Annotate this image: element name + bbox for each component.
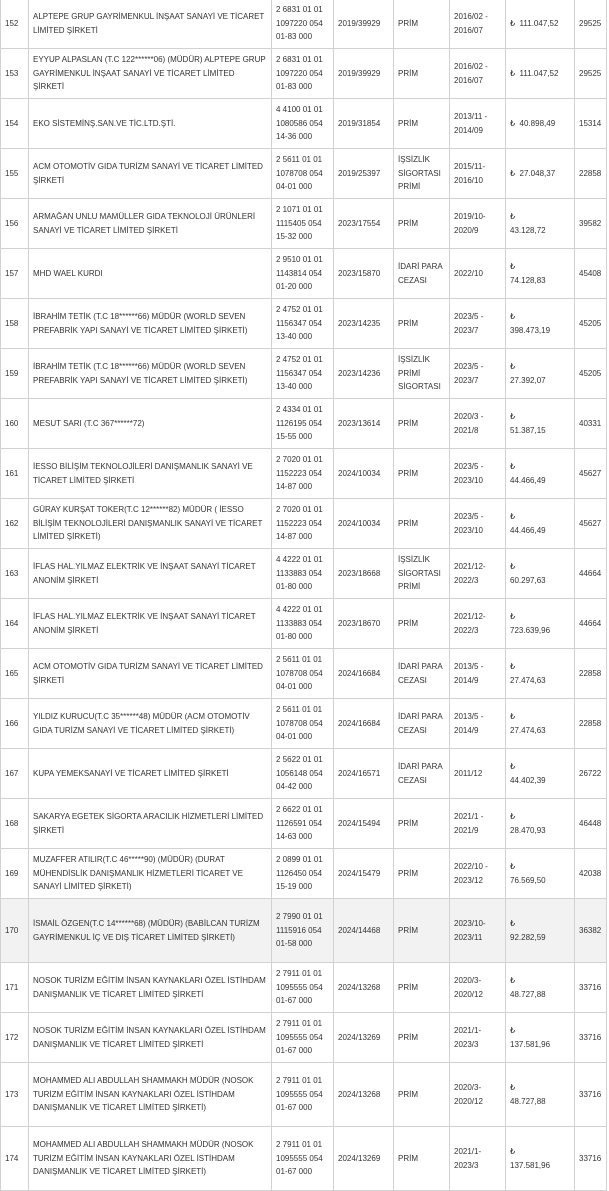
office-code: 22858 [575,649,607,699]
debt-type: PRİM [394,899,450,963]
table-row [1,549,607,599]
amount-value: 76.569,50 [510,875,546,885]
registry-number: 2 7020 01 01 1152223 054 14-87 000 [272,449,334,499]
registry-number: 2 5622 01 01 1056148 054 04-42 000 [272,749,334,799]
registry-number: 2 6831 01 01 1097220 054 01-83 000 [272,49,334,99]
amount-value: 398.473,19 [510,325,551,335]
office-code: 45408 [575,249,607,299]
office-code: 33716 [575,1013,607,1063]
debt-amount [506,499,575,549]
file-number: 2024/15479 [334,849,394,899]
lira-symbol: ₺ [510,761,516,771]
office-code: 22858 [575,699,607,749]
office-code: 40331 [575,399,607,449]
debt-period: 2016/02 - 2016/07 [450,0,506,49]
table-row [1,99,607,149]
amount-value: 27.474,63 [510,675,546,685]
table-row [1,0,607,49]
debt-amount [506,0,575,49]
row-number: 156 [1,199,29,249]
debt-amount [506,1013,575,1063]
office-code: 46448 [575,799,607,849]
debt-amount [506,963,575,1013]
debt-type: İDARİ PARA CEZASI [394,249,450,299]
file-number: 2024/13269 [334,1127,394,1191]
debt-amount [506,349,575,399]
debt-period: 2021/1- 2023/3 [450,1127,506,1191]
debtor-name: ARMAĞAN UNLU MAMÜLLER GIDA TEKNOLOJİ ÜRÜNLERİ SANAYİ VE TİCARET LİMİTED ŞİRKETİ [29,199,272,249]
amount-value: 27.392,07 [510,375,546,385]
debt-type: PRİM [394,299,450,349]
table-row [1,499,607,549]
debt-period: 2021/12- 2022/3 [450,599,506,649]
lira-symbol: ₺ [510,311,516,321]
office-code: 45627 [575,449,607,499]
debt-period: 2021/12- 2022/3 [450,549,506,599]
lira-symbol: ₺ [510,411,516,421]
debt-amount [506,299,575,349]
debt-type: PRİM [394,399,450,449]
debt-type: PRİM [394,199,450,249]
debt-amount [506,549,575,599]
debtor-name: KUPA YEMEKSANAYİ VE TİCARET LİMİTED ŞİRKETİ [29,749,272,799]
row-number: 161 [1,449,29,499]
debt-amount [506,599,575,649]
debt-period: 2013/11 - 2014/09 [450,99,506,149]
debtor-name: ACM OTOMOTİV GIDA TURİZM SANAYİ VE TİCARET LİMİTED ŞİRKETİ [29,149,272,199]
registry-number: 2 6622 01 01 1126591 054 14-63 000 [272,799,334,849]
lira-symbol: ₺ [510,975,516,985]
amount-value: 48.727,88 [510,1096,546,1106]
row-number: 170 [1,899,29,963]
amount-value: 27.048,37 [519,168,556,178]
file-number: 2024/14468 [334,899,394,963]
file-number: 2024/13268 [334,963,394,1013]
debtor-name: EKO SİSTEMİNŞ.SAN.VE TİC.LTD.ŞTİ. [29,99,272,149]
row-number: 172 [1,1013,29,1063]
amount-value: 40.898,49 [519,118,556,128]
table-row [1,1127,607,1191]
file-number: 2023/17554 [334,199,394,249]
row-number: 168 [1,799,29,849]
file-number: 2023/18670 [334,599,394,649]
row-number: 155 [1,149,29,199]
debt-type: PRİM [394,449,450,499]
amount-value: 44.466,49 [510,475,546,485]
registry-number: 4 4222 01 01 1133883 054 01-80 000 [272,549,334,599]
table-row [1,199,607,249]
debt-type: PRİM [394,599,450,649]
lira-symbol: ₺ [510,811,516,821]
debt-type: İŞSİZLİK PRİMİ SİGORTASI [394,349,450,399]
office-code: 33716 [575,963,607,1013]
row-number: 162 [1,499,29,549]
debt-amount [506,49,575,99]
registry-number: 2 4752 01 01 1156347 054 13-40 000 [272,349,334,399]
lira-symbol: ₺ [510,1025,516,1035]
file-number: 2023/14236 [334,349,394,399]
file-number: 2024/13268 [334,1063,394,1127]
file-number: 2023/15870 [334,249,394,299]
lira-symbol: ₺ [510,611,516,621]
registry-number: 2 9510 01 01 1143814 054 01-20 000 [272,249,334,299]
registry-number: 2 6831 01 01 1097220 054 01-83 000 [272,0,334,49]
debtor-name: MESUT SARI (T.C 367******72) [29,399,272,449]
file-number: 2023/13614 [334,399,394,449]
table-row [1,449,607,499]
debt-type: PRİM [394,1013,450,1063]
debt-period: 2023/5 - 2023/7 [450,349,506,399]
registry-number: 2 7990 01 01 1115916 054 01-58 000 [272,899,334,963]
debtor-name: İFLAS HAL.YILMAZ ELEKTRİK VE İNŞAAT SANAYİ TİCARET ANONİM ŞİRKETİ [29,599,272,649]
debt-type: PRİM [394,49,450,99]
debt-period: 2011/12 [450,749,506,799]
file-number: 2024/10034 [334,449,394,499]
debt-amount [506,1063,575,1127]
debt-period: 2021/1 - 2021/9 [450,799,506,849]
lira-symbol: ₺ [510,461,516,471]
debt-period: 2023/5 - 2023/7 [450,299,506,349]
debt-period: 2016/02 - 2016/07 [450,49,506,99]
lira-symbol: ₺ [510,18,516,28]
debt-amount [506,899,575,963]
row-number: 160 [1,399,29,449]
office-code: 44664 [575,599,607,649]
row-number: 171 [1,963,29,1013]
amount-value: 723.639,96 [510,625,551,635]
debtor-name: SAKARYA EGETEK SİGORTA ARACILIK HİZMETLERİ LİMİTED ŞİRKETİ [29,799,272,849]
table-row [1,749,607,799]
debt-amount [506,149,575,199]
registry-number: 2 1071 01 01 1115405 054 15-32 000 [272,199,334,249]
debt-type: İŞSİZLİK SİGORTASI PRİMİ [394,549,450,599]
debt-period: 2022/10 - 2023/12 [450,849,506,899]
debt-type: PRİM [394,799,450,849]
debt-amount [506,199,575,249]
lira-symbol: ₺ [510,711,516,721]
file-number: 2024/15494 [334,799,394,849]
debt-period: 2020/3- 2020/12 [450,963,506,1013]
lira-symbol: ₺ [510,918,516,928]
debt-period: 2022/10 [450,249,506,299]
debt-period: 2015/11- 2016/10 [450,149,506,199]
debt-type: PRİM [394,1063,450,1127]
lira-symbol: ₺ [510,661,516,671]
lira-symbol: ₺ [510,68,516,78]
file-number: 2019/39929 [334,0,394,49]
row-number: 158 [1,299,29,349]
debt-type: PRİM [394,0,450,49]
debt-period: 2013/5 - 2014/9 [450,649,506,699]
lira-symbol: ₺ [510,511,516,521]
registry-number: 2 7911 01 01 1095555 054 01-67 000 [272,1013,334,1063]
table-row [1,399,607,449]
registry-number: 4 4100 01 01 1080586 054 14-36 000 [272,99,334,149]
debt-amount [506,399,575,449]
file-number: 2019/31854 [334,99,394,149]
row-number: 174 [1,1127,29,1191]
debt-type: PRİM [394,849,450,899]
registry-number: 2 5611 01 01 1078708 054 04-01 000 [272,699,334,749]
table-row [1,1063,607,1127]
file-number: 2019/39929 [334,49,394,99]
amount-value: 74.128,83 [510,275,546,285]
lira-symbol: ₺ [510,168,516,178]
table-row [1,963,607,1013]
row-number: 169 [1,849,29,899]
amount-value: 92.282,59 [510,932,546,942]
debtor-name: MOHAMMED ALI ABDULLAH SHAMMAKH MÜDÜR (NOSOK TURİZM EĞİTİM İNSAN KAYNAKLARI ÖZEL İSTİHDAM DANIŞMANLIK VE TİCARET LİMİTED ŞİRKETİ) [29,1127,272,1191]
lira-symbol: ₺ [510,118,516,128]
debt-amount [506,699,575,749]
row-number: 159 [1,349,29,399]
registry-number: 2 7911 01 01 1095555 054 01-67 000 [272,963,334,1013]
debt-type: PRİM [394,499,450,549]
table-row [1,1013,607,1063]
amount-value: 137.581,96 [510,1160,551,1170]
debtor-name: İSMAİL ÖZGEN(T.C 14******68) (MÜDÜR) (BABİLCAN TURİZM GAYRİMENKUL İÇ VE DIŞ TİCARET LİMİTED ŞİRKETİ) [29,899,272,963]
debtor-name: İBRAHİM TETİK (T.C 18******66) MÜDÜR (WORLD SEVEN PREFABRİK YAPI SANAYİ VE TİCARET LİMİTED ŞİRKETİ) [29,299,272,349]
table-row [1,799,607,849]
office-code: 45205 [575,299,607,349]
amount-value: 60.297,63 [510,575,546,585]
row-number: 163 [1,549,29,599]
debt-type: PRİM [394,1127,450,1191]
debt-type: PRİM [394,99,450,149]
debtor-name: YILDIZ KURUCU(T.C 35******48) MÜDÜR (ACM OTOMOTİV GIDA TURİZM SANAYİ VE TİCARET LİMİTED ŞİRKETİ) [29,699,272,749]
table-row [1,899,607,963]
debt-period: 2013/5 - 2014/9 [450,699,506,749]
table-row [1,349,607,399]
amount-value: 51.387,15 [510,425,546,435]
row-number: 167 [1,749,29,799]
table-row [1,149,607,199]
file-number: 2023/14235 [334,299,394,349]
file-number: 2024/13269 [334,1013,394,1063]
amount-value: 48.727,88 [510,989,546,999]
table-body [1,0,607,1191]
debtor-name: NOSOK TURİZM EĞİTİM İNSAN KAYNAKLARI ÖZEL İSTİHDAM DANIŞMANLIK VE TİCARET LİMİTED ŞİRKETİ [29,963,272,1013]
amount-value: 28.470,93 [510,825,546,835]
registry-number: 2 4752 01 01 1156347 054 13-40 000 [272,299,334,349]
registry-number: 4 4222 01 01 1133883 054 01-80 000 [272,599,334,649]
row-number: 157 [1,249,29,299]
office-code: 39582 [575,199,607,249]
registry-number: 2 7911 01 01 1095555 054 01-67 000 [272,1127,334,1191]
registry-number: 2 7020 01 01 1152223 054 14-87 000 [272,499,334,549]
file-number: 2024/10034 [334,499,394,549]
registry-number: 2 5611 01 01 1078708 054 04-01 000 [272,649,334,699]
file-number: 2019/25397 [334,149,394,199]
debtor-name: MHD WAEL KURDI [29,249,272,299]
debtor-name: İBRAHİM TETİK (T.C 18******66) MÜDÜR (WORLD SEVEN PREFABRİK YAPI SANAYİ VE TİCARET LİMİTED ŞİRKETİ) [29,349,272,399]
amount-value: 111.047,52 [519,68,559,78]
office-code: 45205 [575,349,607,399]
office-code: 29525 [575,49,607,99]
debt-type: İŞSİZLİK SİGORTASI PRİMİ [394,149,450,199]
debtor-name: İFLAS HAL.YILMAZ ELEKTRİK VE İNŞAAT SANAYİ TİCARET ANONİM ŞİRKETİ [29,549,272,599]
table-row [1,849,607,899]
table-row [1,249,607,299]
debt-amount [506,749,575,799]
debt-type: İDARİ PARA CEZASI [394,749,450,799]
file-number: 2024/16571 [334,749,394,799]
debtor-name: MUZAFFER ATILIR(T.C 46*****90) (MÜDÜR) (DURAT MÜHENDİSLİK DANIŞMANLIK HİZMETLERİ TİCARET VE SANAYİ LİMİTED ŞİRKETİ) [29,849,272,899]
office-code: 36382 [575,899,607,963]
row-number: 152 [1,0,29,49]
file-number: 2024/16684 [334,649,394,699]
lira-symbol: ₺ [510,1146,516,1156]
table-row [1,649,607,699]
office-code: 45627 [575,499,607,549]
debtor-name: MOHAMMED ALI ABDULLAH SHAMMAKH MÜDÜR (NOSOK TURİZM EĞİTİM İNSAN KAYNAKLARI ÖZEL İSTİHDAM DANIŞMANLIK VE TİCARET LİMİTED ŞİRKETİ) [29,1063,272,1127]
table-row [1,299,607,349]
office-code: 33716 [575,1063,607,1127]
debt-period: 2020/3 - 2021/8 [450,399,506,449]
debt-period: 2020/3- 2020/12 [450,1063,506,1127]
office-code: 15314 [575,99,607,149]
lira-symbol: ₺ [510,561,516,571]
debt-period: 2023/10- 2023/11 [450,899,506,963]
amount-value: 111.047,52 [519,18,559,28]
debt-amount [506,649,575,699]
lira-symbol: ₺ [510,261,516,271]
debt-period: 2019/10- 2020/9 [450,199,506,249]
registry-number: 2 4334 01 01 1126195 054 15-55 000 [272,399,334,449]
office-code: 44664 [575,549,607,599]
debt-amount [506,799,575,849]
debt-period: 2023/5 - 2023/10 [450,449,506,499]
registry-number: 2 0899 01 01 1126450 054 15-19 000 [272,849,334,899]
office-code: 22858 [575,149,607,199]
amount-value: 27.474,63 [510,725,546,735]
amount-value: 44.466,49 [510,525,546,535]
debt-type: İDARİ PARA CEZASI [394,699,450,749]
lira-symbol: ₺ [510,361,516,371]
debtor-name: ALPTEPE GRUP GAYRİMENKUL İNŞAAT SANAYİ VE TİCARET LİMİTED ŞİRKETİ [29,0,272,49]
debt-period: 2021/1- 2023/3 [450,1013,506,1063]
office-code: 29525 [575,0,607,49]
table-row [1,699,607,749]
debt-amount [506,99,575,149]
debtor-name: İESSO BİLİŞİM TEKNOLOJİLERİ DANIŞMANLIK SANAYİ VE TİCARET LİMİTED ŞİRKETİ [29,449,272,499]
office-code: 33716 [575,1127,607,1191]
debt-period: 2023/5 - 2023/10 [450,499,506,549]
debt-amount [506,249,575,299]
row-number: 166 [1,699,29,749]
amount-value: 44.402,39 [510,775,546,785]
debtor-name: EYYUP ALPASLAN (T.C 122******06) (MÜDÜR) ALPTEPE GRUP GAYRİMENKUL İNŞAAT SANAYİ VE TİCARET LİMİTED ŞİRKETİ [29,49,272,99]
table-row [1,49,607,99]
debt-amount [506,1127,575,1191]
lira-symbol: ₺ [510,861,516,871]
row-number: 164 [1,599,29,649]
file-number: 2024/16684 [334,699,394,749]
lira-symbol: ₺ [510,211,516,221]
lira-symbol: ₺ [510,1082,516,1092]
registry-number: 2 7911 01 01 1095555 054 01-67 000 [272,1063,334,1127]
registry-number: 2 5611 01 01 1078708 054 04-01 000 [272,149,334,199]
row-number: 165 [1,649,29,699]
debt-type: İDARİ PARA CEZASI [394,649,450,699]
file-number: 2023/18668 [334,549,394,599]
table-row [1,599,607,649]
debt-amount [506,849,575,899]
row-number: 173 [1,1063,29,1127]
amount-value: 43.128,72 [510,225,546,235]
debt-type: PRİM [394,963,450,1013]
debtor-name: GÜRAY KURŞAT TOKER(T.C 12******82) MÜDÜR ( İESSO BİLİŞİM TEKNOLOJİLERİ DANIŞMANLIK SANAYİ VE TİCARET LİMİTED ŞİRKETİ) [29,499,272,549]
row-number: 154 [1,99,29,149]
debtor-name: NOSOK TURİZM EĞİTİM İNSAN KAYNAKLARI ÖZEL İSTİHDAM DANIŞMANLIK VE TİCARET LİMİTED ŞİRKETİ [29,1013,272,1063]
debt-amount [506,449,575,499]
row-number: 153 [1,49,29,99]
office-code: 26722 [575,749,607,799]
office-code: 42038 [575,849,607,899]
debtor-name: ACM OTOMOTİV GIDA TURİZM SANAYİ VE TİCARET LİMİTED ŞİRKETİ [29,649,272,699]
amount-value: 137.581,96 [510,1039,551,1049]
